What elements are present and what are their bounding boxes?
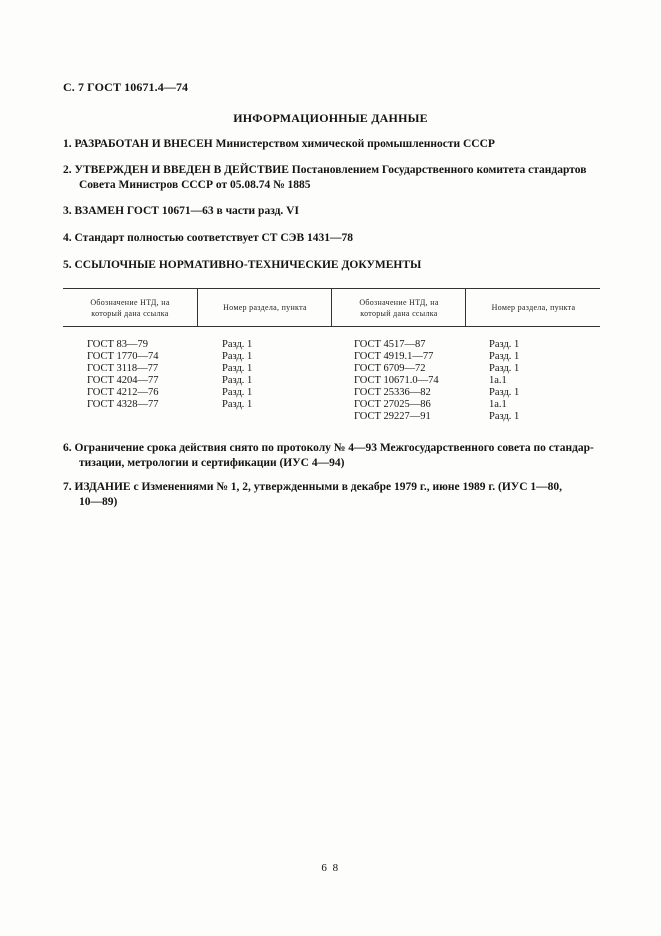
- table-cell: Разд. 1: [489, 339, 520, 350]
- item-lead: ВЗАМЕН ГОСТ 10671—63: [74, 205, 214, 217]
- table-cell: Разд. 1: [222, 339, 253, 350]
- table-cell: 1а.1: [489, 375, 507, 386]
- table-cell: ГОСТ 6709—72: [354, 363, 426, 374]
- item-number: 4.: [63, 232, 72, 244]
- table-cell: Разд. 1: [222, 375, 253, 386]
- table-cell: ГОСТ 25336—82: [354, 387, 431, 398]
- table-column-ntd-left: [87, 339, 159, 411]
- info-item-7: [63, 480, 603, 510]
- item-continuation: Совета Министров СССР от 05.08.74 № 1885: [79, 179, 311, 191]
- info-item-4: [63, 231, 603, 246]
- reference-table: [63, 288, 600, 422]
- table-cell: Разд. 1: [222, 351, 253, 362]
- table-cell: ГОСТ 4517—87: [354, 339, 426, 350]
- table-cell: ГОСТ 29227—91: [354, 411, 431, 422]
- item-number: 2.: [63, 164, 72, 176]
- table-cell: Разд. 1: [489, 387, 520, 398]
- running-header: С. 7 ГОСТ 10671.4—74: [63, 80, 189, 94]
- item-text: Ограничение срока действия снято по протоколу № 4—93 Межгосударственного совета по стандар-: [74, 442, 594, 454]
- item-lead: ССЫЛОЧНЫЕ НОРМАТИВНО-ТЕХНИЧЕСКИЕ ДОКУМЕНТЫ: [74, 259, 422, 271]
- table-column-section-left: [222, 339, 252, 411]
- info-item-5: [63, 258, 603, 273]
- item-number: 7.: [63, 481, 72, 493]
- item-continuation: 10—89): [79, 496, 118, 508]
- table-cell: ГОСТ 3118—77: [87, 363, 159, 374]
- table-cell: ГОСТ 83—79: [87, 339, 149, 350]
- table-header-cell: Обозначение НТД, на который дана ссылка: [90, 297, 170, 318]
- item-lead: ИЗДАНИЕ: [74, 481, 131, 493]
- section-title: ИНФОРМАЦИОННЫЕ ДАННЫЕ: [233, 111, 428, 125]
- item-lead: УТВЕРЖДЕН И ВВЕДЕН В ДЕЙСТВИЕ: [74, 164, 289, 176]
- item-text: с Изменениями № 1, 2, утвержденными в декабре 1979 г., июне 1989 г. (ИУС 1—80,: [133, 481, 563, 493]
- table-cell: ГОСТ 10671.0—74: [354, 375, 439, 386]
- table-cell: ГОСТ 4204—77: [87, 375, 159, 386]
- table-cell: ГОСТ 4328—77: [87, 399, 159, 410]
- info-item-6: [63, 441, 603, 471]
- item-text: в части разд. VI: [216, 205, 299, 217]
- table-cell: Разд. 1: [489, 411, 520, 422]
- item-number: 1.: [63, 138, 72, 150]
- item-text: Стандарт полностью соответствует СТ СЭВ 1431—78: [74, 232, 354, 244]
- item-number: 3.: [63, 205, 72, 217]
- page-number: 6 8: [321, 862, 340, 874]
- info-item-2: [63, 163, 603, 193]
- table-cell: ГОСТ 4212—76: [87, 387, 159, 398]
- table-cell: Разд. 1: [222, 387, 253, 398]
- table-cell: Разд. 1: [489, 363, 520, 374]
- table-cell: Разд. 1: [222, 399, 253, 410]
- item-text: Постановлением Государственного комитета стандартов: [291, 164, 587, 176]
- table-cell: ГОСТ 1770—74: [87, 351, 159, 362]
- table-column-section-right: [489, 339, 519, 423]
- table-body: [63, 327, 600, 422]
- item-number: 5.: [63, 259, 72, 271]
- table-header-row: [63, 289, 600, 327]
- info-item-3: [63, 204, 603, 219]
- table-cell: ГОСТ 27025—86: [354, 399, 431, 410]
- table-cell: ГОСТ 4919.1—77: [354, 351, 434, 362]
- info-item-1: [63, 137, 603, 152]
- table-header-cell: Номер раздела, пункта: [465, 289, 601, 326]
- table-cell: Разд. 1: [222, 363, 253, 374]
- table-cell: Разд. 1: [489, 351, 520, 362]
- item-continuation: тизации, метрологии и сертификации (ИУС 4—94): [79, 457, 345, 469]
- item-number: 6.: [63, 442, 72, 454]
- table-header-cell: Номер раздела, пункта: [197, 289, 332, 326]
- table-column-ntd-right: [354, 339, 439, 423]
- table-header-cell: Обозначение НТД, на который дана ссылка: [331, 289, 466, 326]
- table-cell: 1а.1: [489, 399, 507, 410]
- item-lead: РАЗРАБОТАН И ВНЕСЕН: [74, 138, 213, 150]
- item-text: Министерством химической промышленности СССР: [215, 138, 495, 150]
